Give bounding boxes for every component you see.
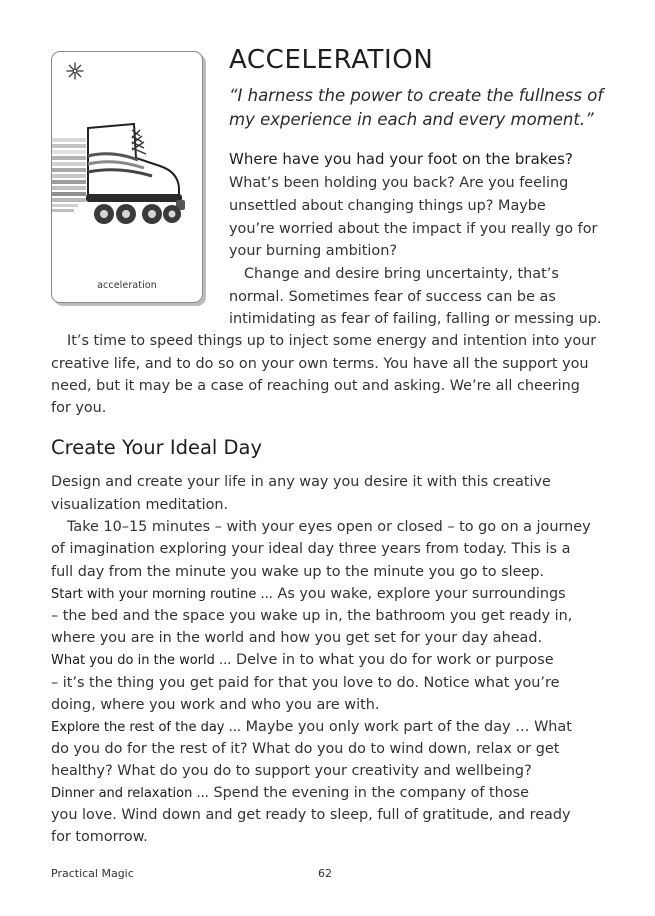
reflection-question: Where have you had your foot on the brakes?	[229, 150, 573, 168]
body-line: you love. Wind down and get ready to sleep, full of gratitude, and ready	[51, 807, 571, 823]
body-line: where you are in the world and how you get set for your day ahead.	[51, 630, 543, 646]
body-line: you’re worried about the impact if you really go for	[229, 221, 598, 237]
body-line: Take 10–15 minutes – with your eyes open or closed – to go on a journey	[67, 519, 591, 535]
page-title: ACCELERATION	[229, 45, 434, 75]
body-line: What’s been holding you back? Are you feeling	[229, 175, 569, 191]
body-line: – the bed and the space you wake up in, the bathroom you get ready in,	[51, 608, 573, 624]
body-line: your burning ambition?	[229, 243, 397, 259]
body-line: Design and create your life in any way you desire it with this creative	[51, 474, 551, 490]
affirmation-quote	[229, 84, 619, 132]
card-label: acceleration	[97, 280, 157, 291]
body-line: doing, where you work and who you are with.	[51, 697, 380, 713]
page-number: 62	[318, 867, 332, 880]
body-line: It’s time to speed things up to inject some energy and intention into your	[67, 333, 597, 349]
run-in-label: Dinner and relaxation ...	[51, 786, 209, 801]
body-line: do you do for the rest of it? What do you do to wind down, relax or get	[51, 741, 560, 757]
section-heading: Create Your Ideal Day	[51, 436, 263, 459]
body-line: intimidating as fear of failing, falling or messing up.	[229, 311, 602, 327]
star-burst-icon	[66, 62, 84, 80]
body-line: Change and desire bring uncertainty, that’s	[244, 266, 559, 282]
morning-line: Start with your morning routine ... As you wake, explore your surroundings	[51, 586, 566, 602]
world-line: What you do in the world ... Delve in to what you do for work or purpose	[51, 652, 554, 668]
dinner-line: Dinner and relaxation ... Spend the evening in the company of those	[51, 785, 529, 801]
body-line: need, but it may be a case of reaching out and asking. We’re all cheering	[51, 378, 580, 394]
body-line: creative life, and to do so on your own terms. You have all the support you	[51, 356, 589, 372]
run-in-label: What you do in the world ...	[51, 653, 232, 668]
running-footer-title: Practical Magic	[51, 867, 134, 880]
quote-line: “I harness the power to create the fullness of	[229, 86, 604, 105]
body-line: – it’s the thing you get paid for that you love to do. Notice what you’re	[51, 675, 560, 691]
body-line: for you.	[51, 400, 107, 416]
oracle-card	[51, 51, 203, 303]
body-line: for tomorrow.	[51, 829, 148, 845]
body-line: visualization meditation.	[51, 497, 229, 513]
rest-of-day-line: Explore the rest of the day ... Maybe you only work part of the day … What	[51, 719, 572, 735]
body-line: healthy? What do you do to support your creativity and wellbeing?	[51, 763, 532, 779]
run-in-label: Explore the rest of the day ...	[51, 720, 242, 735]
body-line: normal. Sometimes fear of success can be as	[229, 289, 556, 305]
body-line: full day from the minute you wake up to the minute you go to sleep.	[51, 564, 545, 580]
quote-line: my experience in each and every moment.”	[229, 110, 594, 129]
body-line: unsettled about changing things up? Maybe	[229, 198, 546, 214]
roller-skate-icon	[52, 114, 202, 234]
body-line: of imagination exploring your ideal day three years from today. This is a	[51, 541, 571, 557]
run-in-label: Start with your morning routine ...	[51, 587, 273, 602]
